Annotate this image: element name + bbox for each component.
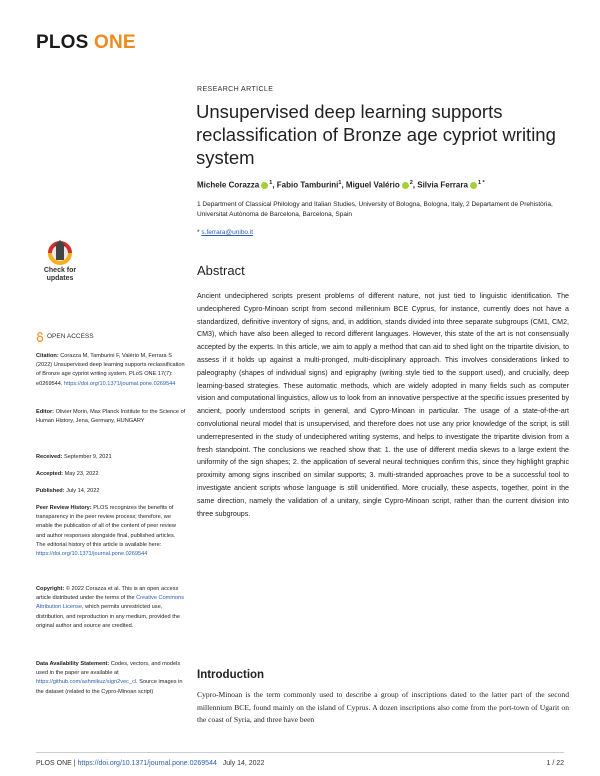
logo-plos: PLOS (36, 32, 89, 53)
copyright-block: Copyright: © 2022 Corazza et al. This is an open access article distributed under the terms of the Creative Commons Attribution License, which permits unrestricted use, distribution, and reproduction in any medium, provided the original author and source are credited. (36, 586, 185, 629)
open-access-label: OPEN ACCESS (47, 333, 94, 340)
peer-review-link[interactable]: https://doi.org/10.1371/journal.pone.0269544 (36, 551, 148, 558)
email-link[interactable]: s.ferrara@unibo.it (201, 229, 254, 236)
author-name[interactable]: Fabio Tamburini (276, 180, 339, 190)
orcid-icon[interactable] (402, 182, 409, 189)
footer-divider (36, 752, 564, 753)
abstract-heading: Abstract (197, 263, 245, 278)
data-availability-block: Data Availability Statement: Codes, vectors, and models used in the paper are available at https://github.com/ashmikuz/sign2vec_cl. Source images in the dataset (related to the Cypro-Minoan script) (36, 661, 183, 695)
page-number: 1 / 22 (546, 760, 564, 767)
citation-doi-link[interactable]: https://doi.org/10.1371/journal.pone.0269544 (64, 380, 176, 387)
editor-block: Editor: Olivier Morin, Max Planck Institute for the Science of Human History, Jena, Germany, HUNGARY (36, 409, 186, 425)
author-list: Michele Corazza $^1$, Fabio Tamburini$^1$, Miguel Valério $^2$, Silvia Ferrara $^{1 *}$ (197, 180, 485, 190)
license-link[interactable]: Creative Commons Attribution License (36, 595, 185, 611)
check-for-updates-label[interactable]: Check for updates (43, 267, 77, 282)
author-name[interactable]: Miguel Valério (345, 180, 400, 190)
introduction-heading: Introduction (197, 669, 265, 681)
abstract-text: Ancient undeciphered scripts present problems of different nature, not just tied to linguistic identification. The undeciphered Cypro-Minoan script from second millennium BCE Cyprus, for instance, currently does not have a standardized, definitive inventory of signs, and, in addition, stands divided into three separate subgroups (CM1, CM2, CM3), which have also been alleged to record different languages. However, this state of the art is not consensually accepted by the experts. In this article, we aim to apply a method that can aid to shed light on the tripartite division, to assess if it holds up against a multi-pronged, multi-disciplinary approach. This involves considerations linked to paleography (shapes of individual signs) and epigraphy (writing style tied to the support used), and crucially, deep learning-based strategies. These automatic methods, which are widely adopted in many fields such as computer vision and computational linguistics, allow us to look from an innovative perspective at the specific issues presented by ancient, poorly understood scripts in general, and Cypro-Minoan in particular. The usage of a state-of-the-art convolutional neural model that is unsupervised, and therefore does not use any prior knowledge of the script, is still underrepresented in the study of undeciphered writing systems, and helps to investigate the tripartite division from a fresh standpoint. The conclusions we reached show that: 1. the use of different media skews to a large extent the uniformity of the sign shapes; 2. the application of several neural techniques confirm this, since they highlight graphic proximity among signs inscribed on similar supports; 3. multi-stranded approaches prove to be a successful tool to investigate ancient scripts whose language is still unidentified. More crucially, these aspects, together, point in the same direction, namely the validation of a unitary, single Cypro-Minoan script, rather than the current division into three subgroups. (197, 292, 569, 518)
github-link[interactable]: https://github.com/ashmikuz/sign2vec_cl (36, 679, 137, 686)
introduction-text: Cypro-Minoan is the term commonly used to describe a group of inscriptions dated to the latter part of the second millennium BCE, found mainly on the island of Cyprus. A dozen inscriptions also come from the port-town of Ugarit on the coast of Syria, and three have been (197, 690, 569, 725)
plos-one-logo[interactable] (36, 32, 136, 54)
orcid-icon[interactable] (261, 182, 268, 189)
footer-date: July 14, 2022 (222, 760, 265, 767)
corresponding-email (197, 229, 253, 236)
author-affil-sup: 1 (269, 180, 273, 186)
footer-doi-link[interactable]: https://doi.org/10.1371/journal.pone.0269544 (77, 760, 217, 767)
logo-one: ONE (94, 32, 136, 53)
affiliations: 1 Department of Classical Philology and Italian Studies, University of Bologna, Bologna, Italy, 2 Departament de Prehistòria, Universitat Autònoma de Barcelona, Barcelona, Spain (197, 201, 553, 218)
citation-block: Citation: Corazza M, Tamburini F, Valério M, Ferrara S (2022) Unsupervised deep learning supports reclassification of Bronze age cypriot writing system. PLoS ONE 17(7): e0269544. https://doi.org/10.1371/journal.pone.0269544 (36, 353, 185, 387)
author-affil-sup: 1 * (477, 180, 485, 186)
email-star: * (197, 229, 200, 236)
author-name[interactable]: Silvia Ferrara (417, 180, 468, 190)
received-date: Received: September 9, 2021 (36, 454, 112, 460)
author-affil-sup: 2 (409, 180, 413, 186)
published-date: Published: July 14, 2022 (36, 488, 100, 494)
open-access-lock-icon (36, 332, 44, 342)
orcid-icon[interactable] (470, 182, 477, 189)
article-type-label: RESEARCH ARTICLE (197, 86, 274, 93)
author-name[interactable]: Michele Corazza (197, 180, 260, 190)
footer-journal: PLOS ONE (36, 760, 72, 767)
accepted-date: Accepted: May 23, 2022 (36, 471, 99, 477)
article-title: Unsupervised deep learning supports reclassification of Bronze age cypriot writing system (196, 101, 556, 168)
author-affil-sup: 1 (338, 180, 342, 186)
footer: PLOS ONE | https://doi.org/10.1371/journal.pone.0269544 July 14, 2022 (36, 760, 265, 767)
peer-review-block: Peer Review History: PLOS recognizes the benefits of transparency in the peer review process; therefore, we enable the publication of all of the content of peer review and author responses alongside final, published articles. The editorial history of this article is available here: https://doi.org/10.1371/journal.pone.0269544 (36, 505, 176, 558)
